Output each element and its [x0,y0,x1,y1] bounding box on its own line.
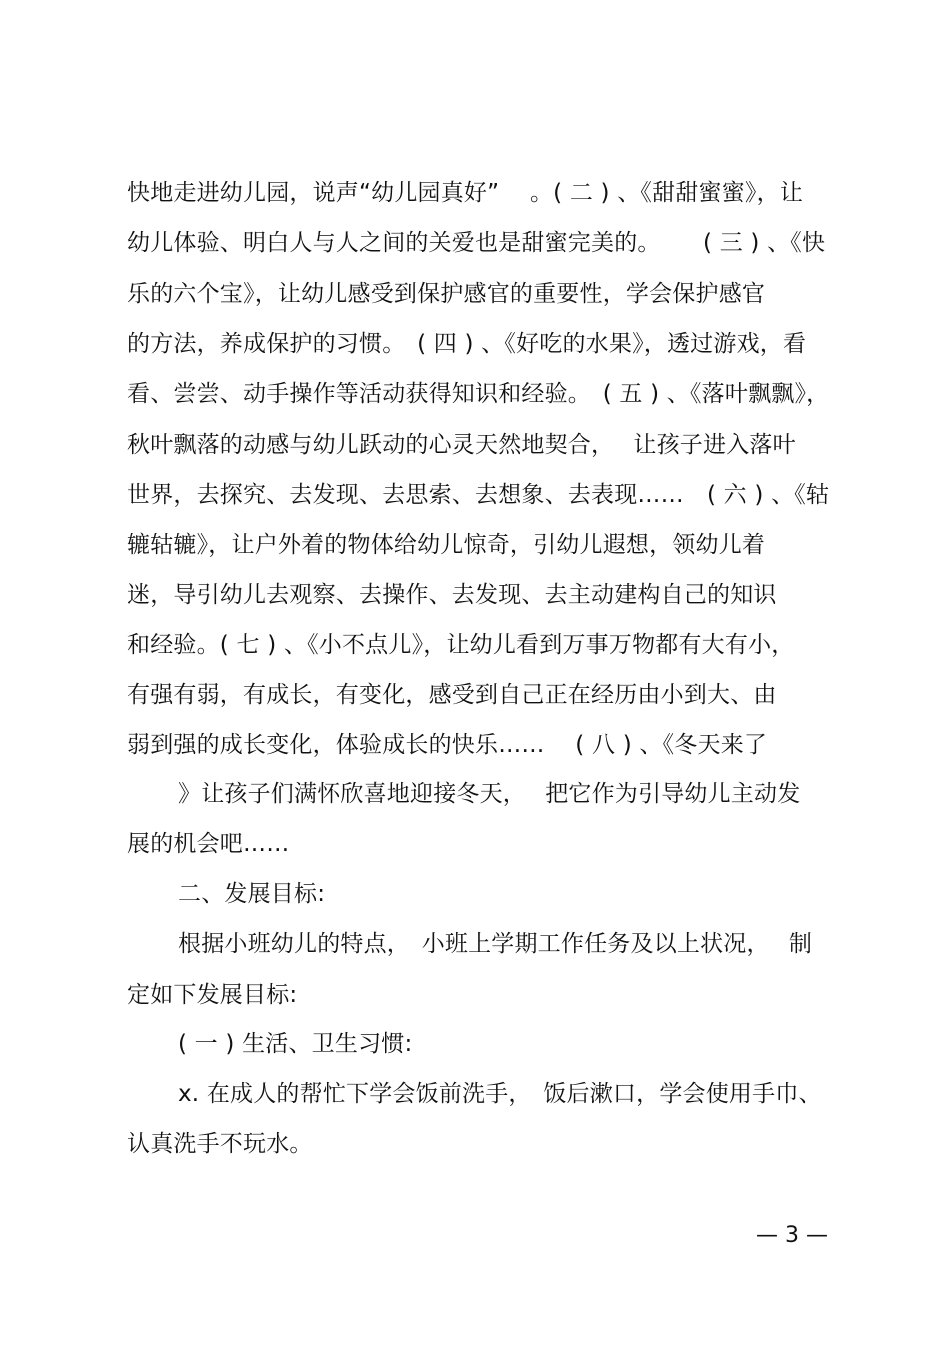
paragraph-line: 辘轱辘》，让户外着的物体给幼儿惊奇，引幼儿遐想，领幼儿着 [127,532,766,558]
paragraph-line: 幼儿体验、明白人与人之间的关爱也是甜蜜完美的。 ( 三 ) 、《快 [127,230,826,256]
paragraph-line: 看、尝尝、动手操作等活动获得知识和经验。 ( 五 ) 、《落叶飘飘》， [127,381,830,407]
paragraph-line: 的方法，养成保护的习惯。 ( 四 ) 、《好吃的水果》，透过游戏，看 [127,331,807,357]
paragraph-line: 定如下发展目标: [127,982,298,1008]
paragraph-line: 弱到强的成长变化，体验成长的快乐…… ( 八 ) 、《冬天来了 [127,732,768,758]
subsection-heading: ( 一 ) 生活、卫生习惯: [178,1031,413,1057]
paragraph-line: 乐的六个宝》，让幼儿感受到保护感官的重要性，学会保护感官 [127,281,766,307]
paragraph-line: 快地走进幼儿园，说声“幼儿园真好” 。( 二 ) 、《甜甜蜜蜜》，让 [127,180,804,206]
section-heading: 二、发展目标: [178,881,326,907]
paragraph-line: 展的机会吧…… [127,831,290,857]
paragraph-line: 世界，去探究、去发现、去思索、去想象、去表现…… ( 六 ) 、《轱 [127,482,830,508]
paragraph-line: 有强有弱，有成长，有变化，感受到自己正在经历由小到大、由 [127,682,777,708]
paragraph-line: 》让孩子们满怀欣喜地迎接冬天， 把它作为引导幼儿主动发 [178,781,801,807]
paragraph-line: 迷，导引幼儿去观察、去操作、去发现、去主动建构自己的知识 [127,582,777,608]
list-item: x. 在成人的帮忙下学会饭前洗手， 饭后漱口，学会使用手巾、 [178,1081,822,1107]
paragraph-line: 认真洗手不玩水。 [127,1131,313,1157]
page-number: — 3 — [756,1223,828,1248]
paragraph-line: 根据小班幼儿的特点， 小班上学期工作任务及以上状况， 制 [178,931,813,957]
paragraph-line: 秋叶飘落的动感与幼儿跃动的心灵天然地契合， 让孩子进入落叶 [127,432,796,458]
paragraph-line: 和经验。( 七 ) 、《小不点儿》，让幼儿看到万事万物都有大有小， [127,632,795,658]
